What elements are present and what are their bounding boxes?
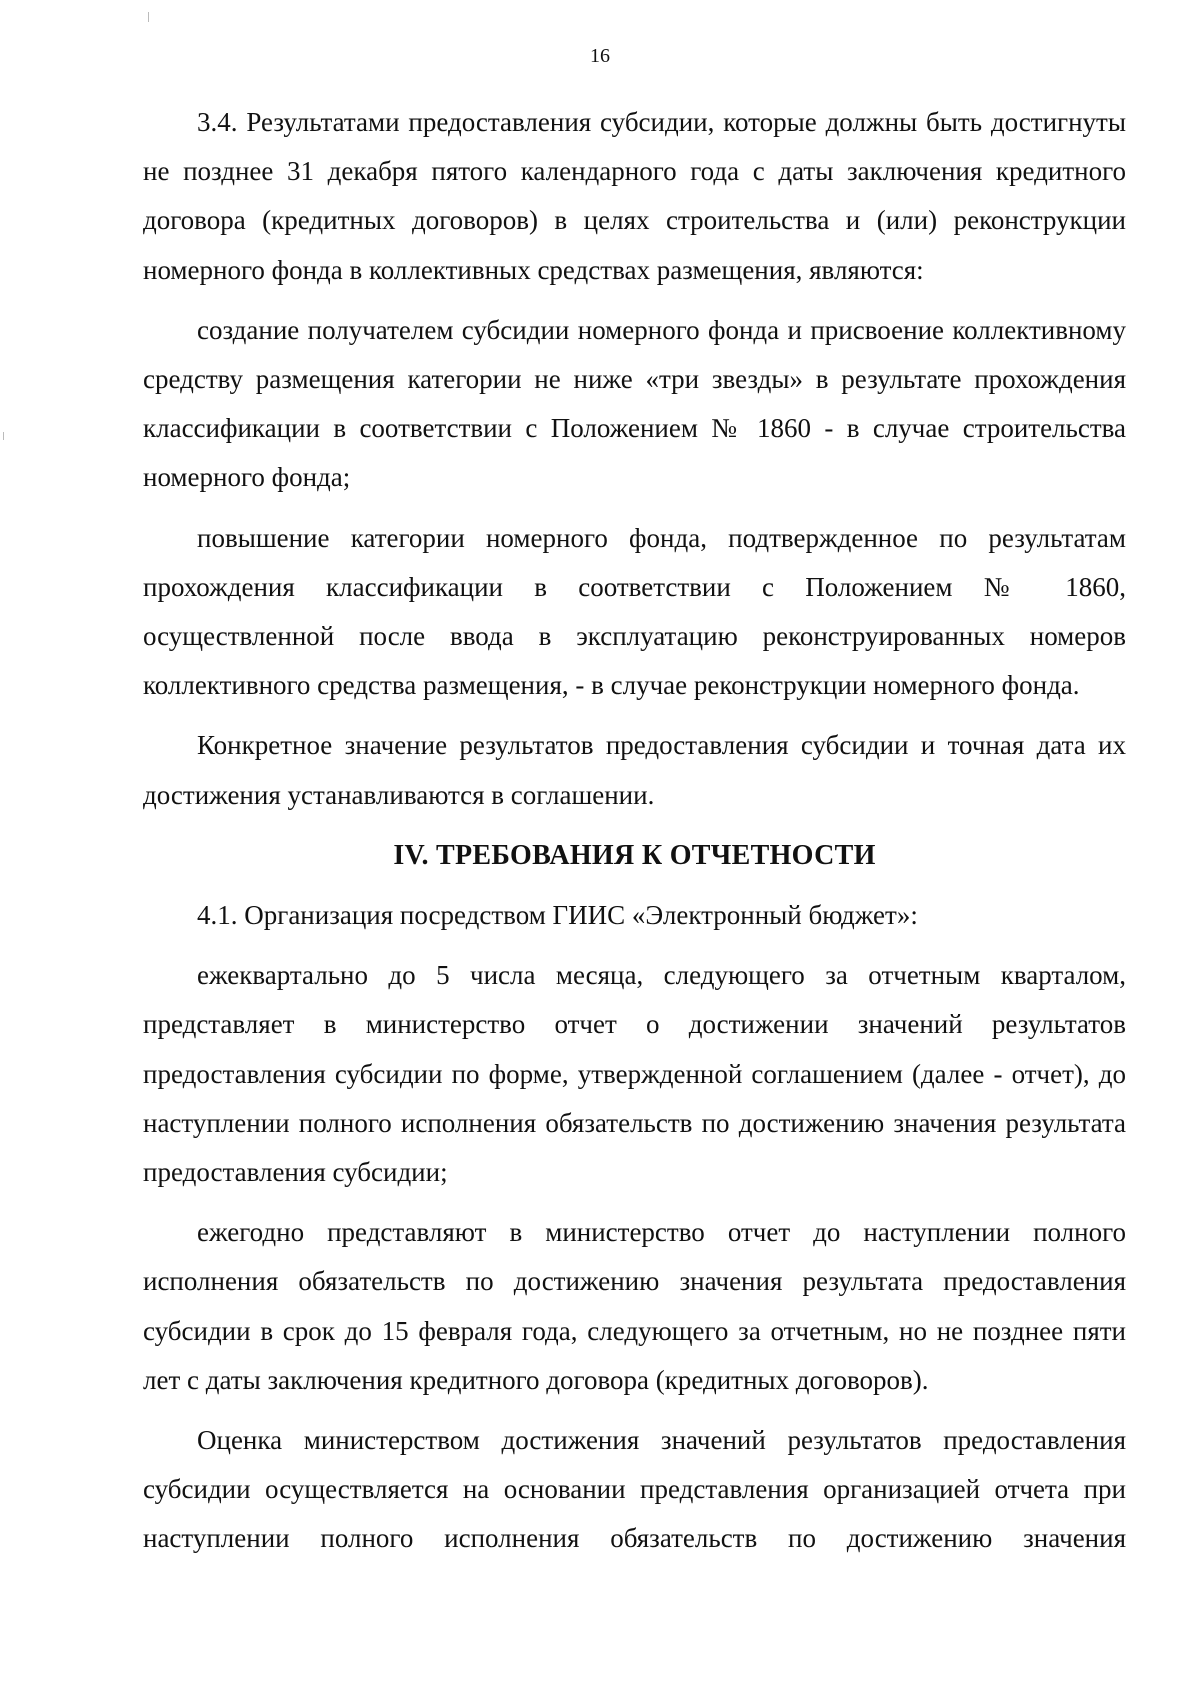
paragraph-3-4: 3.4. Результатами предоставления субсидии, которые должны быть достигнуты не позднее 31 декабря пятого календарного года с даты заключения кредитного договора (кредитных договоров) в целях строительства и (или) реконструкции номерного фонда в коллективных средствах размещения, являются: [143, 107, 1126, 285]
paragraph-quarterly-report: ежеквартально до 5 числа месяца, следующего за отчетным кварталом, представляет в министерство отчет о достижении значений результатов предоставления субсидии по форме, утвержденной соглашением (далее - отчет), до наступлении полного исполнения обязательств по достижению значения результата предоставления субсидии; [143, 960, 1126, 1188]
document-body [143, 98, 1126, 1575]
paragraph-reconstruction-result: повышение категории номерного фонда, подтвержденное по результатам прохождения классификации в соответствии с Положением № 1860, осуществленной после ввода в эксплуатацию реконструированных номеров коллективного средства размещения, - в случае реконструкции номерного фонда. [143, 522, 1126, 701]
paragraph-agreement-values: Конкретное значение результатов предоставления субсидии и точная дата их достижения устанавливаются в соглашении. [143, 730, 1126, 810]
paragraph-annual-report: ежегодно представляют в министерство отчет до наступлении полного исполнения обязательств по достижению значения результата предоставления субсидии в срок до 15 февраля года, следующего за отчетным, но не позднее пяти лет с даты заключения кредитного договора (кредитных договоров). [143, 1217, 1126, 1395]
scan-artifact-top [148, 12, 149, 22]
paragraph-assessment: Оценка министерством достижения значений результатов предоставления субсидии осуществляется на основании представления организацией отчета при наступлении полного исполнения обязательств по достижению значения [143, 1425, 1126, 1554]
paragraph-4-1: 4.1. Организация посредством ГИИС «Электронный бюджет»: [197, 900, 918, 931]
page-number: 16 [590, 45, 610, 67]
section-heading: IV. ТРЕБОВАНИЯ К ОТЧЕТНОСТИ [393, 839, 876, 871]
paragraph-construction-result: создание получателем субсидии номерного фонда и присвоение коллективному средству размещения категории не ниже «три звезды» в результате прохождения классификации в соответствии с Положением № 1860 - в случае строительства номерного фонда; [143, 314, 1126, 493]
scan-artifact-left [3, 432, 4, 440]
